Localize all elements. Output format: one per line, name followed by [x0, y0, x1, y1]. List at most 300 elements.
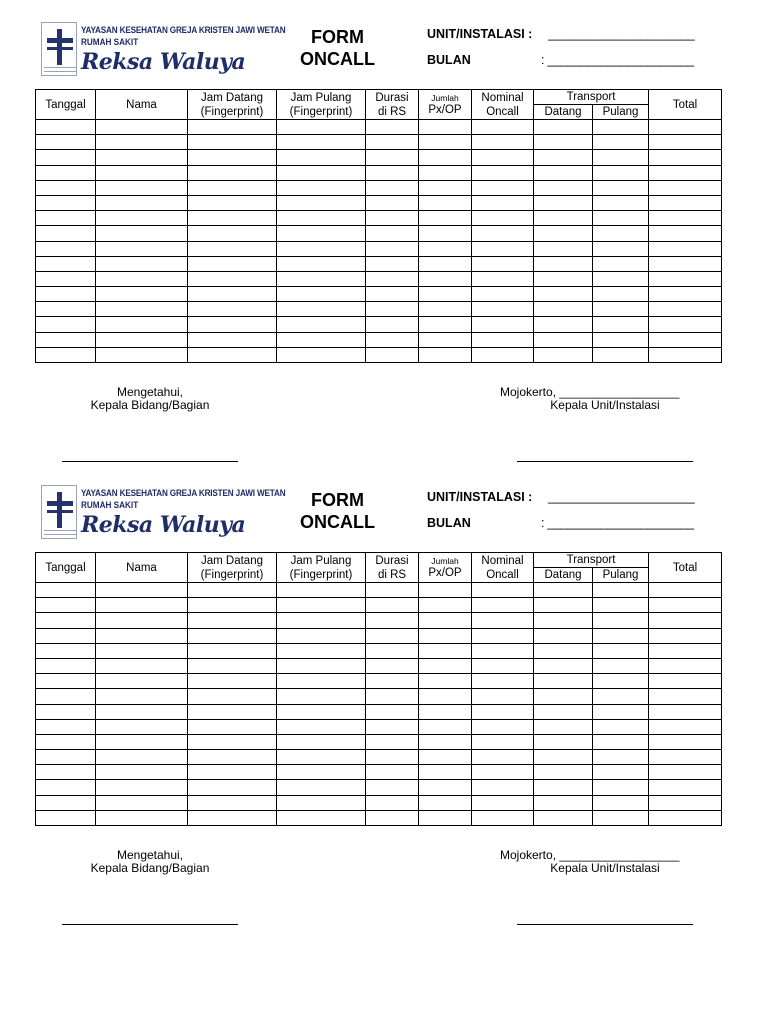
table-cell[interactable] — [366, 719, 419, 734]
table-cell[interactable] — [277, 719, 366, 734]
table-cell[interactable] — [649, 271, 722, 286]
table-cell[interactable] — [419, 719, 472, 734]
table-cell[interactable] — [96, 795, 188, 810]
table-cell[interactable] — [277, 598, 366, 613]
table-cell[interactable] — [188, 719, 277, 734]
table-cell[interactable] — [188, 150, 277, 165]
table-cell[interactable] — [593, 734, 649, 749]
table-cell[interactable] — [593, 241, 649, 256]
table-cell[interactable] — [593, 689, 649, 704]
table-cell[interactable] — [96, 165, 188, 180]
table-cell[interactable] — [277, 120, 366, 135]
table-cell[interactable] — [366, 271, 419, 286]
table-cell[interactable] — [534, 765, 593, 780]
table-cell[interactable] — [96, 317, 188, 332]
table-cell[interactable] — [419, 704, 472, 719]
table-cell[interactable] — [419, 211, 472, 226]
table-cell[interactable] — [419, 302, 472, 317]
table-cell[interactable] — [96, 302, 188, 317]
table-cell[interactable] — [534, 628, 593, 643]
table-cell[interactable] — [419, 287, 472, 302]
table-cell[interactable] — [36, 302, 96, 317]
table-cell[interactable] — [277, 689, 366, 704]
table-cell[interactable] — [472, 750, 534, 765]
table-cell[interactable] — [472, 135, 534, 150]
table-cell[interactable] — [534, 165, 593, 180]
table-cell[interactable] — [534, 195, 593, 210]
table-cell[interactable] — [366, 317, 419, 332]
table-cell[interactable] — [188, 241, 277, 256]
table-cell[interactable] — [649, 810, 722, 825]
table-cell[interactable] — [188, 165, 277, 180]
mojokerto-date-field[interactable]: Mojokerto, __________________ — [500, 385, 680, 399]
table-cell[interactable] — [593, 780, 649, 795]
table-cell[interactable] — [188, 256, 277, 271]
table-cell[interactable] — [188, 271, 277, 286]
table-cell[interactable] — [419, 674, 472, 689]
table-cell[interactable] — [534, 271, 593, 286]
table-cell[interactable] — [593, 658, 649, 673]
table-cell[interactable] — [96, 135, 188, 150]
table-cell[interactable] — [366, 795, 419, 810]
table-cell[interactable] — [366, 628, 419, 643]
table-cell[interactable] — [534, 211, 593, 226]
table-cell[interactable] — [593, 674, 649, 689]
table-cell[interactable] — [649, 180, 722, 195]
table-cell[interactable] — [472, 332, 534, 347]
table-cell[interactable] — [419, 120, 472, 135]
table-cell[interactable] — [534, 674, 593, 689]
table-cell[interactable] — [36, 583, 96, 598]
table-cell[interactable] — [366, 658, 419, 673]
table-cell[interactable] — [96, 195, 188, 210]
table-cell[interactable] — [277, 211, 366, 226]
table-cell[interactable] — [534, 750, 593, 765]
table-cell[interactable] — [277, 317, 366, 332]
table-cell[interactable] — [277, 795, 366, 810]
table-cell[interactable] — [472, 241, 534, 256]
table-cell[interactable] — [419, 317, 472, 332]
table-cell[interactable] — [36, 689, 96, 704]
table-cell[interactable] — [534, 150, 593, 165]
table-cell[interactable] — [472, 704, 534, 719]
table-cell[interactable] — [36, 704, 96, 719]
table-cell[interactable] — [649, 195, 722, 210]
table-cell[interactable] — [36, 317, 96, 332]
table-cell[interactable] — [593, 135, 649, 150]
table-cell[interactable] — [188, 689, 277, 704]
table-cell[interactable] — [36, 598, 96, 613]
table-cell[interactable] — [472, 226, 534, 241]
table-cell[interactable] — [96, 120, 188, 135]
table-cell[interactable] — [649, 287, 722, 302]
table-cell[interactable] — [593, 302, 649, 317]
table-cell[interactable] — [593, 211, 649, 226]
table-cell[interactable] — [277, 628, 366, 643]
table-cell[interactable] — [366, 256, 419, 271]
table-cell[interactable] — [36, 347, 96, 362]
table-cell[interactable] — [534, 704, 593, 719]
table-cell[interactable] — [96, 674, 188, 689]
table-cell[interactable] — [366, 643, 419, 658]
table-cell[interactable] — [419, 332, 472, 347]
table-cell[interactable] — [366, 810, 419, 825]
table-cell[interactable] — [472, 271, 534, 286]
table-cell[interactable] — [36, 256, 96, 271]
table-cell[interactable] — [649, 795, 722, 810]
table-cell[interactable] — [419, 226, 472, 241]
table-cell[interactable] — [649, 734, 722, 749]
table-cell[interactable] — [188, 317, 277, 332]
table-cell[interactable] — [96, 332, 188, 347]
table-cell[interactable] — [419, 135, 472, 150]
table-cell[interactable] — [649, 719, 722, 734]
table-cell[interactable] — [96, 287, 188, 302]
table-cell[interactable] — [472, 719, 534, 734]
table-cell[interactable] — [649, 689, 722, 704]
table-cell[interactable] — [36, 120, 96, 135]
table-cell[interactable] — [96, 583, 188, 598]
table-cell[interactable] — [534, 613, 593, 628]
table-cell[interactable] — [419, 658, 472, 673]
table-cell[interactable] — [649, 317, 722, 332]
table-cell[interactable] — [472, 613, 534, 628]
table-cell[interactable] — [534, 287, 593, 302]
table-cell[interactable] — [649, 613, 722, 628]
table-cell[interactable] — [534, 583, 593, 598]
table-cell[interactable] — [534, 795, 593, 810]
table-cell[interactable] — [36, 150, 96, 165]
table-cell[interactable] — [419, 256, 472, 271]
table-cell[interactable] — [188, 628, 277, 643]
table-cell[interactable] — [96, 598, 188, 613]
table-cell[interactable] — [36, 765, 96, 780]
table-cell[interactable] — [277, 583, 366, 598]
mojokerto-date-field[interactable]: Mojokerto, __________________ — [500, 848, 680, 862]
table-cell[interactable] — [649, 674, 722, 689]
table-cell[interactable] — [277, 302, 366, 317]
table-cell[interactable] — [188, 195, 277, 210]
table-cell[interactable] — [649, 583, 722, 598]
table-cell[interactable] — [419, 180, 472, 195]
unit-field[interactable]: ______________________ — [548, 490, 695, 504]
table-cell[interactable] — [36, 780, 96, 795]
table-cell[interactable] — [472, 765, 534, 780]
table-cell[interactable] — [419, 241, 472, 256]
table-cell[interactable] — [419, 598, 472, 613]
table-cell[interactable] — [593, 347, 649, 362]
table-cell[interactable] — [36, 750, 96, 765]
table-cell[interactable] — [36, 332, 96, 347]
table-cell[interactable] — [649, 135, 722, 150]
table-cell[interactable] — [96, 734, 188, 749]
table-cell[interactable] — [593, 256, 649, 271]
table-cell[interactable] — [419, 165, 472, 180]
table-cell[interactable] — [534, 120, 593, 135]
table-cell[interactable] — [277, 750, 366, 765]
table-cell[interactable] — [366, 150, 419, 165]
table-cell[interactable] — [534, 226, 593, 241]
table-cell[interactable] — [277, 332, 366, 347]
table-cell[interactable] — [96, 613, 188, 628]
table-cell[interactable] — [366, 583, 419, 598]
table-cell[interactable] — [96, 643, 188, 658]
table-cell[interactable] — [188, 135, 277, 150]
table-cell[interactable] — [593, 180, 649, 195]
table-cell[interactable] — [649, 780, 722, 795]
table-cell[interactable] — [96, 658, 188, 673]
table-cell[interactable] — [277, 135, 366, 150]
table-cell[interactable] — [366, 780, 419, 795]
table-cell[interactable] — [36, 226, 96, 241]
table-cell[interactable] — [96, 226, 188, 241]
table-cell[interactable] — [593, 195, 649, 210]
table-cell[interactable] — [593, 598, 649, 613]
table-cell[interactable] — [593, 613, 649, 628]
table-cell[interactable] — [36, 734, 96, 749]
table-cell[interactable] — [96, 211, 188, 226]
table-cell[interactable] — [96, 810, 188, 825]
table-cell[interactable] — [366, 195, 419, 210]
table-cell[interactable] — [188, 302, 277, 317]
table-cell[interactable] — [534, 180, 593, 195]
table-cell[interactable] — [36, 795, 96, 810]
table-cell[interactable] — [36, 241, 96, 256]
table-cell[interactable] — [36, 628, 96, 643]
table-cell[interactable] — [593, 287, 649, 302]
table-cell[interactable] — [96, 750, 188, 765]
table-cell[interactable] — [188, 704, 277, 719]
table-cell[interactable] — [649, 150, 722, 165]
table-cell[interactable] — [188, 658, 277, 673]
table-cell[interactable] — [36, 211, 96, 226]
table-cell[interactable] — [366, 241, 419, 256]
table-cell[interactable] — [277, 704, 366, 719]
table-cell[interactable] — [534, 332, 593, 347]
table-cell[interactable] — [188, 180, 277, 195]
table-cell[interactable] — [593, 765, 649, 780]
table-cell[interactable] — [419, 780, 472, 795]
table-cell[interactable] — [277, 271, 366, 286]
table-cell[interactable] — [593, 719, 649, 734]
table-cell[interactable] — [96, 256, 188, 271]
table-cell[interactable] — [277, 658, 366, 673]
table-cell[interactable] — [472, 810, 534, 825]
table-cell[interactable] — [534, 317, 593, 332]
table-cell[interactable] — [649, 750, 722, 765]
table-cell[interactable] — [593, 628, 649, 643]
table-cell[interactable] — [419, 795, 472, 810]
table-cell[interactable] — [593, 332, 649, 347]
table-cell[interactable] — [277, 643, 366, 658]
unit-field[interactable]: ______________________ — [548, 27, 695, 41]
table-cell[interactable] — [472, 795, 534, 810]
table-cell[interactable] — [472, 256, 534, 271]
table-cell[interactable] — [366, 302, 419, 317]
table-cell[interactable] — [419, 195, 472, 210]
table-cell[interactable] — [472, 120, 534, 135]
table-cell[interactable] — [366, 689, 419, 704]
table-cell[interactable] — [593, 226, 649, 241]
table-cell[interactable] — [534, 780, 593, 795]
table-cell[interactable] — [593, 750, 649, 765]
table-cell[interactable] — [472, 583, 534, 598]
table-cell[interactable] — [366, 613, 419, 628]
table-cell[interactable] — [96, 180, 188, 195]
table-cell[interactable] — [36, 658, 96, 673]
table-cell[interactable] — [36, 180, 96, 195]
table-cell[interactable] — [649, 347, 722, 362]
table-cell[interactable] — [649, 643, 722, 658]
table-cell[interactable] — [188, 765, 277, 780]
table-cell[interactable] — [534, 256, 593, 271]
table-cell[interactable] — [649, 658, 722, 673]
table-cell[interactable] — [472, 674, 534, 689]
table-cell[interactable] — [472, 598, 534, 613]
table-cell[interactable] — [36, 287, 96, 302]
table-cell[interactable] — [366, 765, 419, 780]
table-cell[interactable] — [96, 271, 188, 286]
table-cell[interactable] — [277, 195, 366, 210]
table-cell[interactable] — [36, 195, 96, 210]
table-cell[interactable] — [36, 271, 96, 286]
table-cell[interactable] — [36, 613, 96, 628]
table-cell[interactable] — [366, 332, 419, 347]
table-cell[interactable] — [419, 628, 472, 643]
table-cell[interactable] — [188, 347, 277, 362]
table-cell[interactable] — [472, 628, 534, 643]
table-cell[interactable] — [366, 180, 419, 195]
table-cell[interactable] — [419, 734, 472, 749]
table-cell[interactable] — [366, 120, 419, 135]
table-cell[interactable] — [419, 750, 472, 765]
table-cell[interactable] — [277, 765, 366, 780]
table-cell[interactable] — [36, 719, 96, 734]
table-cell[interactable] — [534, 689, 593, 704]
table-cell[interactable] — [593, 165, 649, 180]
table-cell[interactable] — [534, 135, 593, 150]
table-cell[interactable] — [649, 628, 722, 643]
table-cell[interactable] — [96, 765, 188, 780]
table-cell[interactable] — [649, 704, 722, 719]
table-cell[interactable] — [534, 598, 593, 613]
table-cell[interactable] — [188, 795, 277, 810]
table-cell[interactable] — [472, 195, 534, 210]
table-cell[interactable] — [277, 810, 366, 825]
table-cell[interactable] — [188, 120, 277, 135]
table-cell[interactable] — [36, 135, 96, 150]
table-cell[interactable] — [36, 165, 96, 180]
table-cell[interactable] — [366, 165, 419, 180]
table-cell[interactable] — [96, 241, 188, 256]
table-cell[interactable] — [649, 226, 722, 241]
table-cell[interactable] — [534, 719, 593, 734]
table-cell[interactable] — [277, 780, 366, 795]
table-cell[interactable] — [277, 180, 366, 195]
table-cell[interactable] — [419, 347, 472, 362]
table-cell[interactable] — [472, 780, 534, 795]
table-cell[interactable] — [534, 643, 593, 658]
table-cell[interactable] — [277, 734, 366, 749]
table-cell[interactable] — [277, 256, 366, 271]
table-cell[interactable] — [593, 317, 649, 332]
table-cell[interactable] — [472, 150, 534, 165]
table-cell[interactable] — [96, 719, 188, 734]
table-cell[interactable] — [36, 643, 96, 658]
table-cell[interactable] — [419, 689, 472, 704]
table-cell[interactable] — [366, 750, 419, 765]
table-cell[interactable] — [472, 689, 534, 704]
table-cell[interactable] — [649, 120, 722, 135]
table-cell[interactable] — [649, 765, 722, 780]
table-cell[interactable] — [593, 150, 649, 165]
table-cell[interactable] — [534, 241, 593, 256]
table-cell[interactable] — [419, 643, 472, 658]
table-cell[interactable] — [96, 628, 188, 643]
table-cell[interactable] — [366, 734, 419, 749]
table-cell[interactable] — [188, 613, 277, 628]
table-cell[interactable] — [472, 317, 534, 332]
bulan-field[interactable]: : ______________________ — [541, 53, 694, 67]
table-cell[interactable] — [534, 658, 593, 673]
table-cell[interactable] — [472, 180, 534, 195]
table-cell[interactable] — [472, 643, 534, 658]
table-cell[interactable] — [96, 150, 188, 165]
table-cell[interactable] — [649, 256, 722, 271]
table-cell[interactable] — [534, 734, 593, 749]
table-cell[interactable] — [472, 211, 534, 226]
table-cell[interactable] — [277, 150, 366, 165]
table-cell[interactable] — [96, 780, 188, 795]
table-cell[interactable] — [188, 583, 277, 598]
table-cell[interactable] — [419, 583, 472, 598]
table-cell[interactable] — [188, 287, 277, 302]
table-cell[interactable] — [472, 302, 534, 317]
table-cell[interactable] — [593, 704, 649, 719]
table-cell[interactable] — [534, 810, 593, 825]
table-cell[interactable] — [534, 347, 593, 362]
table-cell[interactable] — [419, 810, 472, 825]
table-cell[interactable] — [96, 704, 188, 719]
table-cell[interactable] — [188, 750, 277, 765]
table-cell[interactable] — [277, 674, 366, 689]
table-cell[interactable] — [593, 795, 649, 810]
table-cell[interactable] — [188, 780, 277, 795]
table-cell[interactable] — [277, 165, 366, 180]
table-cell[interactable] — [366, 704, 419, 719]
table-cell[interactable] — [472, 347, 534, 362]
table-cell[interactable] — [96, 347, 188, 362]
table-cell[interactable] — [36, 810, 96, 825]
table-cell[interactable] — [366, 211, 419, 226]
table-cell[interactable] — [188, 734, 277, 749]
table-cell[interactable] — [188, 332, 277, 347]
table-cell[interactable] — [593, 583, 649, 598]
bulan-field[interactable]: : ______________________ — [541, 516, 694, 530]
table-cell[interactable] — [649, 302, 722, 317]
table-cell[interactable] — [188, 211, 277, 226]
table-cell[interactable] — [649, 332, 722, 347]
table-cell[interactable] — [188, 810, 277, 825]
table-cell[interactable] — [188, 598, 277, 613]
table-cell[interactable] — [472, 287, 534, 302]
table-cell[interactable] — [366, 135, 419, 150]
table-cell[interactable] — [593, 120, 649, 135]
table-cell[interactable] — [472, 165, 534, 180]
table-cell[interactable] — [277, 287, 366, 302]
table-cell[interactable] — [366, 674, 419, 689]
table-cell[interactable] — [188, 674, 277, 689]
